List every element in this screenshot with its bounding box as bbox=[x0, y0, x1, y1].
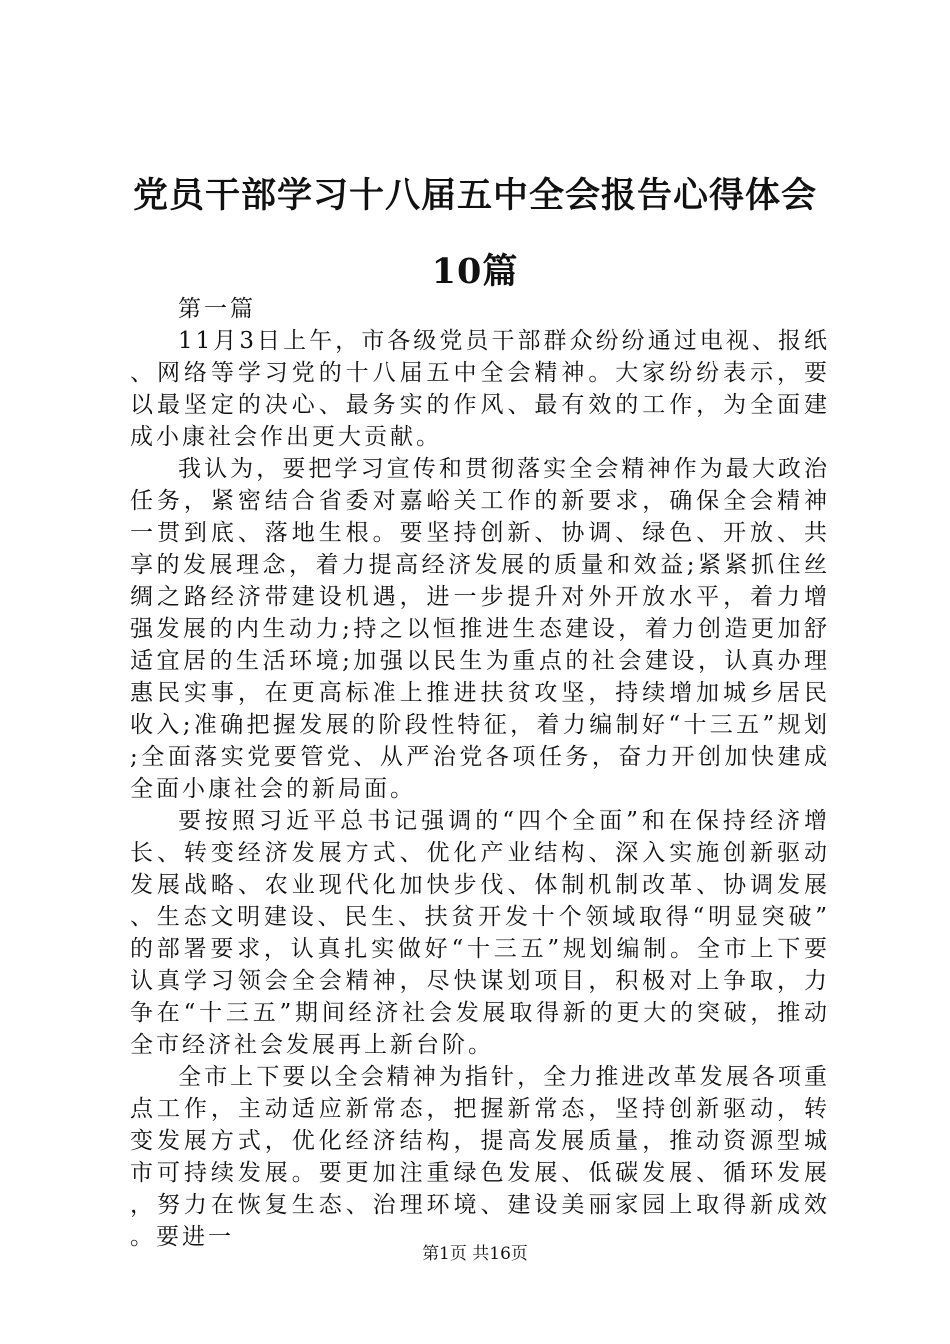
paragraph-4: 全市上下要以全会精神为指针，全力推进改革发展各项重点工作，主动适应新常态，把握新常态，坚持创新驱动，转变发展方式，优化经济结构，提高发展质量，推动资源型城市可持续发展。要更加注重绿色发展、低碳发展、循环发展，努力在恢复生态、治理环境、建设美丽家园上取得新成效。要进一 bbox=[130, 1064, 830, 1250]
title-line-1: 党员干部学习十八届五中全会报告心得体会 bbox=[132, 175, 817, 216]
document-title bbox=[110, 158, 840, 310]
paragraph-2: 我认为，要把学习宣传和贯彻落实全会精神作为最大政治任务，紧密结合省委对嘉峪关工作的新要求，确保全会精神一贯到底、落地生根。要坚持创新、协调、绿色、开放、共享的发展理念，着力提高经济发展的质量和效益;紧紧抓住丝绸之路经济带建设机遇，进一步提升对外开放水平，着力增强发展的内生动力;持之以恒推进生态建设，着力创造更加舒适宜居的生活环境;加强以民生为重点的社会建设，认真办理惠民实事，在更高标准上推进扶贫攻坚，持续增加城乡居民收入;准确把握发展的阶段性特征，着力编制好“十三五”规划;全面落实党要管党、从严治党各项任务，奋力开创加快建成全面小康社会的新局面。 bbox=[130, 456, 830, 802]
title-line-2: 10篇 bbox=[431, 251, 519, 292]
page-footer: 第1页 共16页 bbox=[422, 1244, 528, 1264]
section-heading: 第一篇 bbox=[178, 296, 256, 322]
paragraph-3: 要按照习近平总书记强调的“四个全面”和在保持经济增长、转变经济发展方式、优化产业结构、深入实施创新驱动发展战略、农业现代化加快步伐、体制机制改革、协调发展、生态文明建设、民生、扶贫开发十个领域取得“明显突破”的部署要求，认真扎实做好“十三五”规划编制。全市上下要认真学习领会全会精神，尽快谋划项目，积极对上争取，力争在“十三五”期间经济社会发展取得新的更大的突破，推动全市经济社会发展再上新台阶。 bbox=[130, 808, 830, 1058]
paragraph-1: 11月3日上午，市各级党员干部群众纷纷通过电视、报纸、网络等学习党的十八届五中全会精神。大家纷纷表示，要以最坚定的决心、最务实的作风、最有效的工作，为全面建成小康社会作出更大贡献。 bbox=[130, 328, 830, 450]
document-body bbox=[130, 293, 830, 1253]
